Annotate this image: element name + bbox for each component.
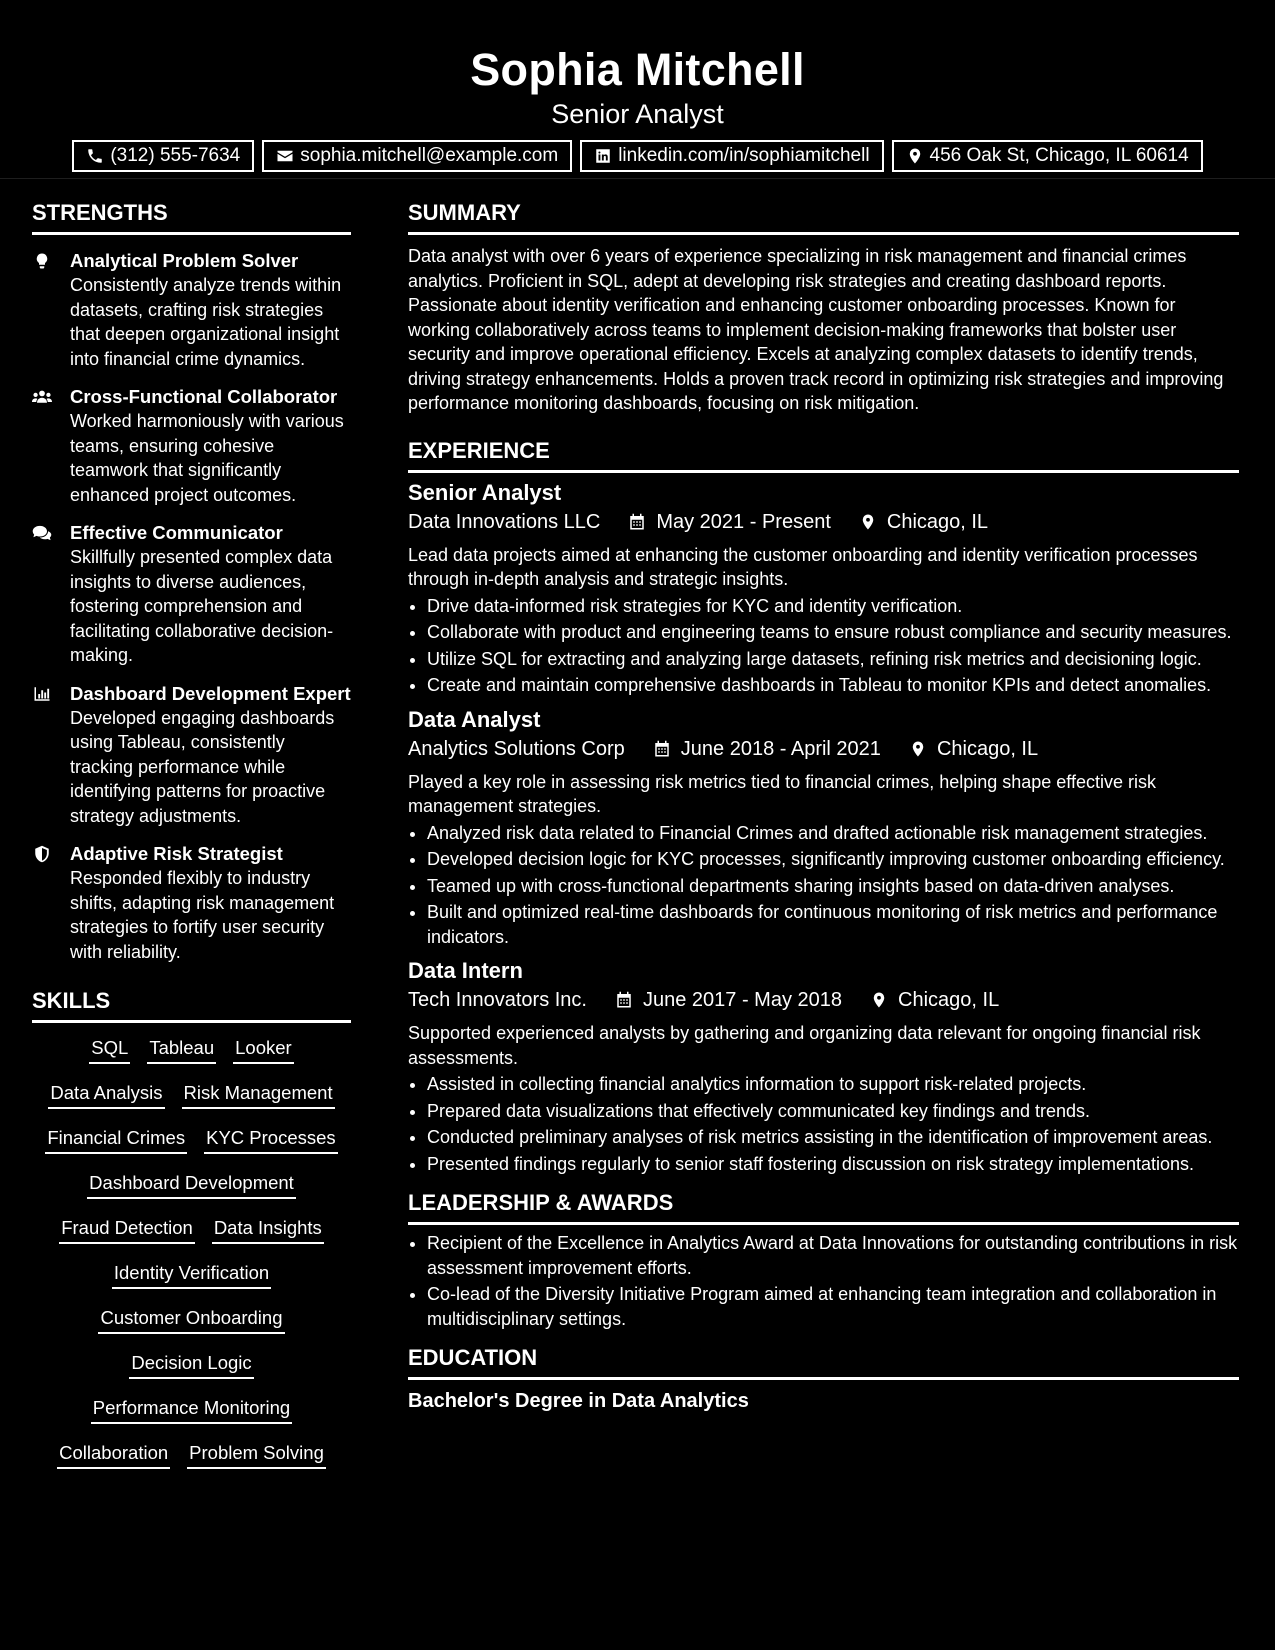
job-meta xyxy=(408,985,1239,1015)
right-column xyxy=(408,198,1239,1414)
users-icon xyxy=(32,388,52,406)
skill-tag: Problem Solving xyxy=(187,1440,326,1469)
list-item: • Developed decision logic for KYC processes, significantly improving customer onboarding efficiency. xyxy=(427,847,1239,872)
contact-bar xyxy=(0,140,1275,172)
contact-linkedin[interactable] xyxy=(580,140,883,172)
strength-desc: Responded flexibly to industry shifts, adapting risk management strategies to fortify user security with reliability. xyxy=(70,868,335,962)
header-divider xyxy=(0,178,1275,179)
list-item: • Teamed up with cross-functional departments sharing insights based on data-driven analyses. xyxy=(427,874,1239,899)
list-item: • Drive data-informed risk strategies for KYC and identity verification. xyxy=(427,594,1239,619)
job-entry xyxy=(408,479,1239,698)
skill-tag: Fraud Detection xyxy=(59,1215,195,1244)
skill-tag: Customer Onboarding xyxy=(98,1305,284,1334)
skill-tag: KYC Processes xyxy=(204,1125,338,1154)
list-item: • Analyzed risk data related to Financial Crimes and drafted actionable risk management strategies. xyxy=(427,821,1239,846)
job-desc: Lead data projects aimed at enhancing the customer onboarding and identity verification processes through in-depth analysis and strategic insights. xyxy=(408,544,1198,589)
skills-heading: SKILLS xyxy=(32,986,351,1023)
strength-item xyxy=(32,521,351,668)
leadership-bullets xyxy=(408,1231,1239,1331)
list-item: • Prepared data visualizations that effectively communicated key findings and trends. xyxy=(427,1099,1239,1124)
list-item: • Assisted in collecting financial analytics information to support risk-related projects. xyxy=(427,1072,1239,1097)
email-text: sophia.mitchell@example.com xyxy=(300,145,559,166)
skill-tag: Tableau xyxy=(147,1035,216,1064)
job-desc: Played a key role in assessing risk metrics tied to financial crimes, helping shape effective risk management strategies. xyxy=(408,771,1157,816)
education-heading: EDUCATION xyxy=(408,1343,1239,1380)
linkedin-icon xyxy=(594,147,612,165)
job-meta xyxy=(408,507,1239,537)
skill-tag: Collaboration xyxy=(57,1440,170,1469)
job-meta xyxy=(408,734,1239,764)
phone-icon xyxy=(86,147,104,165)
skill-tag: Performance Monitoring xyxy=(91,1395,292,1424)
map-marker-icon xyxy=(906,147,924,165)
strength-item xyxy=(32,385,351,507)
strength-item xyxy=(32,842,351,964)
job-location: Chicago, IL xyxy=(936,737,1039,760)
job-dates: May 2021 - Present xyxy=(656,510,831,533)
resume-header xyxy=(0,0,1275,172)
job-company: Analytics Solutions Corp xyxy=(408,737,625,760)
linkedin-text: linkedin.com/in/sophiamitchell xyxy=(618,145,870,166)
job-location: Chicago, IL xyxy=(898,989,1000,1011)
map-marker-icon xyxy=(870,990,888,1010)
map-marker-icon xyxy=(859,512,877,532)
strength-title: Adaptive Risk Strategist xyxy=(70,843,283,864)
leadership-heading: LEADERSHIP & AWARDS xyxy=(408,1188,1239,1225)
job-title: Data Intern xyxy=(408,958,523,983)
left-column xyxy=(32,198,351,1485)
strength-desc: Consistently analyze trends within datasets, crafting risk strategies that deepen organizational insight into financial crime dynamics. xyxy=(70,275,342,369)
contact-address[interactable] xyxy=(892,140,1203,172)
map-marker-icon xyxy=(909,739,927,759)
calendar-icon xyxy=(615,990,633,1010)
job-company: Tech Innovators Inc. xyxy=(408,989,587,1011)
skill-tag: Dashboard Development xyxy=(87,1170,296,1199)
education-degree: Bachelor's Degree in Data Analytics xyxy=(408,1390,749,1412)
strength-desc: Skillfully presented complex data insights to diverse audiences, fostering comprehension and facilitating collaborative decision-making. xyxy=(70,547,334,665)
strength-title: Dashboard Development Expert xyxy=(70,682,351,704)
strengths-heading: STRENGTHS xyxy=(32,198,351,235)
list-item: • Presented findings regularly to senior staff fostering discussion on risk strategy implementations. xyxy=(427,1152,1239,1177)
job-entry xyxy=(408,706,1239,950)
strength-title: Analytical Problem Solver xyxy=(70,250,299,271)
job-bullets xyxy=(408,821,1239,950)
phone-text: (312) 555-7634 xyxy=(110,145,241,166)
list-item: • Collaborate with product and engineering teams to ensure robust compliance and security measures. xyxy=(427,620,1239,645)
strength-title: Cross-Functional Collaborator xyxy=(70,386,338,407)
job-bullets xyxy=(408,594,1239,698)
skill-tag: Risk Management xyxy=(182,1080,335,1109)
list-item: • Recipient of the Excellence in Analytics Award at Data Innovations for outstanding contributions in risk assessment improvement efforts. xyxy=(427,1231,1239,1280)
list-item: • Create and maintain comprehensive dashboards in Tableau to monitor KPIs and detect anomalies. xyxy=(427,673,1239,698)
calendar-icon xyxy=(628,512,646,532)
job-location: Chicago, IL xyxy=(886,510,989,533)
address-text: 456 Oak St, Chicago, IL 60614 xyxy=(929,145,1189,166)
shield-icon xyxy=(32,845,52,863)
envelope-icon xyxy=(276,147,294,165)
contact-email[interactable] xyxy=(262,140,572,172)
summary-text: Data analyst with over 6 years of experience specializing in risk management and financial crimes analytics. Proficient in SQL, adept at developing risk strategies and creating dashboard reports. Passionate about identity verification and enhancing customer onboarding processes. Known for working collaboratively across teams to implement decision-making frameworks that bolster user security and improve operational efficiency. Excels at analyzing complex datasets to identify trends, driving strategy enhancements. Holds a proven track record in optimizing risk strategies and improving performance monitoring dashboards, focusing on risk mitigation. xyxy=(408,246,1224,413)
skill-tag: Identity Verification xyxy=(112,1260,271,1289)
list-item: • Utilize SQL for extracting and analyzing large datasets, refining risk metrics and decisioning logic. xyxy=(427,647,1239,672)
candidate-title: Senior Analyst xyxy=(551,99,724,129)
strength-desc: Worked harmoniously with various teams, ensuring cohesive teamwork that significantly enhanced project outcomes. xyxy=(70,411,344,505)
chart-icon xyxy=(32,685,52,703)
candidate-name: Sophia Mitchell xyxy=(470,44,805,95)
job-company: Data Innovations LLC xyxy=(408,510,601,533)
job-dates: June 2017 - May 2018 xyxy=(642,989,843,1011)
job-dates: June 2018 - April 2021 xyxy=(680,737,881,760)
job-desc: Supported experienced analysts by gathering and organizing data relevant for ongoing financial risk assessments. xyxy=(408,1023,1201,1068)
contact-phone[interactable] xyxy=(72,140,254,172)
list-item: • Conducted preliminary analyses of risk metrics assisting in the identification of improvement areas. xyxy=(427,1125,1239,1150)
job-title: Senior Analyst xyxy=(408,479,562,505)
job-entry xyxy=(408,957,1239,1176)
comments-icon xyxy=(32,524,52,542)
list-item: • Co-lead of the Diversity Initiative Program aimed at enhancing team integration and collaboration in multidisciplinary settings. xyxy=(427,1282,1239,1331)
skill-tag: Looker xyxy=(233,1035,294,1064)
skill-tag: Data Analysis xyxy=(48,1080,164,1109)
strength-item xyxy=(32,682,351,829)
skill-tag: Financial Crimes xyxy=(45,1125,187,1154)
summary-heading: SUMMARY xyxy=(408,198,1239,235)
job-bullets xyxy=(408,1072,1239,1176)
skill-tag: Decision Logic xyxy=(129,1350,253,1379)
strength-desc: Developed engaging dashboards using Tableau, consistently tracking performance while identifying patterns for proactive strategy adjustments. xyxy=(70,707,335,826)
job-title: Data Analyst xyxy=(408,706,541,732)
strength-title: Effective Communicator xyxy=(70,522,283,543)
strength-item xyxy=(32,249,351,371)
skills-list xyxy=(32,1035,351,1485)
calendar-icon xyxy=(653,739,671,759)
experience-heading: EXPERIENCE xyxy=(408,436,1239,473)
skill-tag: Data Insights xyxy=(212,1215,324,1244)
skill-tag: SQL xyxy=(89,1035,130,1064)
list-item: • Built and optimized real-time dashboards for continuous monitoring of risk metrics and performance indicators. xyxy=(427,900,1239,949)
lightbulb-icon xyxy=(32,252,52,270)
